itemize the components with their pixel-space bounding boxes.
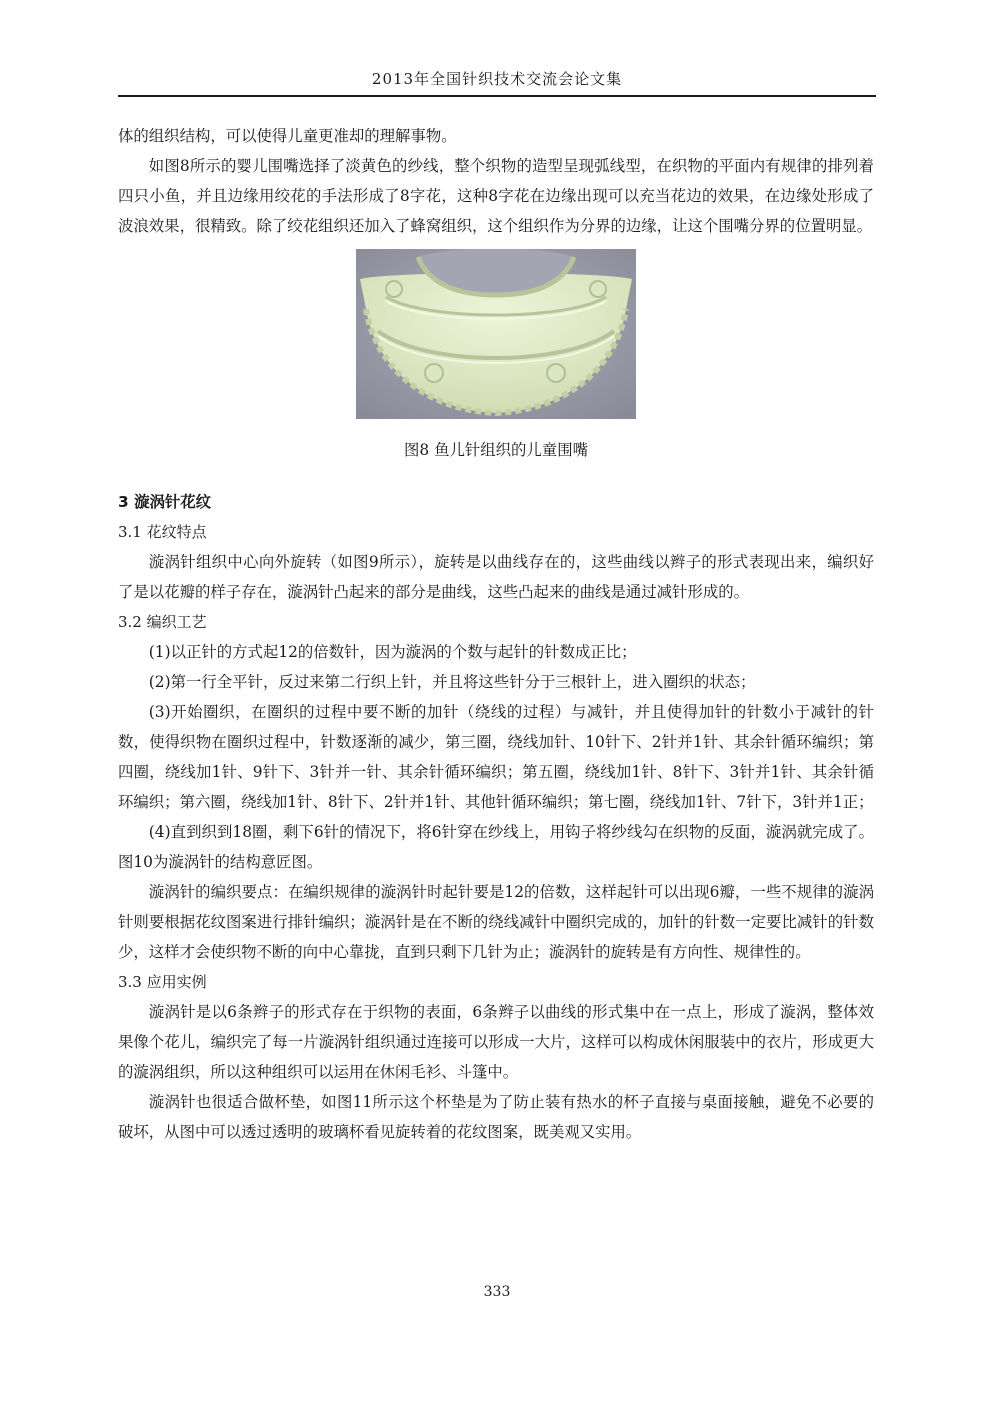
running-header: 2013年全国针织技术交流会论文集 bbox=[371, 70, 623, 88]
figure-8-caption: 图8 鱼儿针组织的儿童围嘴 bbox=[404, 441, 588, 459]
paragraph-figure8-description: 如图8所示的婴儿围嘴选择了淡黄色的纱线，整个织物的造型呈现弧线型，在织物的平面内有规律的排列着四只小鱼，并且边缘用绞花的手法形成了8字花，这种8字花在边缘出现可以充当花边的效果，在边缘处形成了波浪效果，很精致。除了绞花组织还加入了蜂窝组织，这个组织作为分界的边缘，让这个围嘴分界的位置明显。 bbox=[118, 157, 874, 235]
page-number: 333 bbox=[483, 1284, 511, 1300]
subsection-3-1-heading: 3.1 花纹特点 bbox=[118, 523, 207, 541]
knitting-step-4: (4)直到织到18圈，剩下6针的情况下，将6针穿在纱线上，用钩子将纱线勾在织物的反面，漩涡就完成了。图10为漩涡针的结构意匠图。 bbox=[118, 823, 874, 871]
knitting-step-2: (2)第一行全平针，反过来第二行织上针，并且将这些针分于三根针上，进入圈织的状态； bbox=[148, 673, 756, 691]
paragraph-application-1: 漩涡针是以6条辫子的形式存在于织物的表面，6条辫子以曲线的形式集中在一点上，形成了漩涡，整体效果像个花儿，编织完了每一片漩涡针组织通过连接可以形成一大片，这样可以构成休闲服装中的衣片，形成更大的漩涡组织，所以这种组织可以运用在休闲毛衫、斗篷中。 bbox=[118, 1003, 874, 1081]
paragraph-intro-continued: 体的组织结构，可以使得儿童更准却的理解事物。 bbox=[118, 127, 457, 145]
page-content bbox=[118, 121, 874, 1147]
figure-8 bbox=[118, 249, 874, 419]
bib-photo bbox=[356, 249, 636, 419]
paragraph-pattern-features: 漩涡针组织中心向外旋转（如图9所示），旋转是以曲线存在的，这些曲线以辫子的形式表现出来，编织好了是以花瓣的样子存在，漩涡针凸起来的部分是曲线，这些凸起来的曲线是通过减针形成的。 bbox=[118, 553, 874, 601]
header-rule bbox=[118, 95, 876, 97]
paragraph-application-2: 漩涡针也很适合做杯垫，如图11所示这个杯垫是为了防止装有热水的杯子直接与桌面接触，避免不必要的破坏，从图中可以透过透明的玻璃杯看见旋转着的花纹图案，既美观又实用。 bbox=[118, 1093, 874, 1141]
subsection-3-2-heading: 3.2 编织工艺 bbox=[118, 613, 207, 631]
paragraph-key-points: 漩涡针的编织要点：在编织规律的漩涡针时起针要是12的倍数，这样起针可以出现6瓣，一些不规律的漩涡针则要根据花纹图案进行排针编织；漩涡针是在不断的绕线减针中圈织完成的，加针的针数一定要比减针的针数少，这样才会使织物不断的向中心靠拢，直到只剩下几针为止；漩涡针的旋转是有方向性、规律性的。 bbox=[118, 883, 874, 961]
knitting-step-3: (3)开始圈织，在圈织的过程中要不断的加针（绕线的过程）与减针，并且使得加针的针数小于减针的针数，使得织物在圈织过程中，针数逐渐的减少，第三圈，绕线加针、10针下、2针并1针、其余针循环编织；第四圈，绕线加1针、9针下、3针并一针、其余针循环编织；第五圈，绕线加1针、8针下、3针并1针、其余针循环编织；第六圈，绕线加1针、8针下、2针并1针、其他针循环编织；第七圈，绕线加1针、7针下，3针并1正； bbox=[118, 703, 874, 811]
section-3-heading: 3 漩涡针花纹 bbox=[118, 493, 212, 511]
subsection-3-3-heading: 3.3 应用实例 bbox=[118, 973, 207, 991]
knitting-step-1: (1)以正针的方式起12的倍数针，因为漩涡的个数与起针的针数成正比； bbox=[148, 643, 637, 661]
